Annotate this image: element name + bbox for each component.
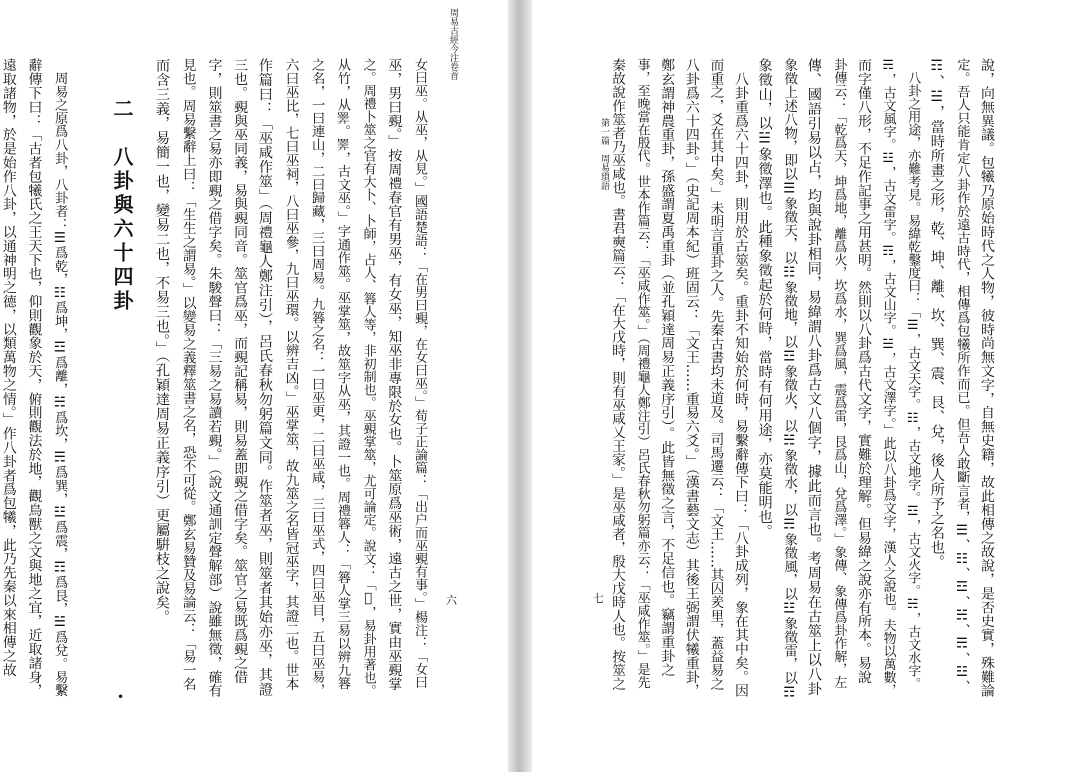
text-column: 見也。周易繫辭上曰：「生生之謂易。」以變易之義釋筮書之名，恐不可從。鄭玄易贊及易論云：「易一名 xyxy=(179,58,196,691)
text-column: 傳、國語引易以占，均與說卦相同，易緯謂八卦爲古文八個字，據此而言也。考周易在古筮上以八卦 xyxy=(805,58,822,696)
text-column: 六曰巫比，七曰巫祠，八曰巫參，九曰巫環。以辨吉凶。」巫掌筮，故九筮之名皆冠巫字，其證二也。世本 xyxy=(282,58,299,691)
left-page xyxy=(0,0,508,772)
text-column: 象徵山，以☱象徵澤也。此種象徵起於何時，當時有何用途，亦莫能明也。 xyxy=(756,58,773,539)
text-column: 而含三義，易簡一也，變易二也，不易三也。」（孔穎達周易正義序引）更屬騈枝之說矣。 xyxy=(154,58,170,624)
section-heading: 二 八卦與六十四卦 xyxy=(110,98,134,314)
text-column: 之名，一曰連山，二曰歸藏，三曰周易。九簭之名：一曰巫更，二曰巫咸，三曰巫式，四曰巫目，五曰巫易， xyxy=(309,58,325,697)
text-column: ☴，古文風字。☳，古文雷字。☶，古文山字。☱，古文澤字。」此以八卦爲文字，漢人之說也。夫物以萬數， xyxy=(880,58,896,697)
text-column: 巫，男曰覡。」按周禮春官有男巫，有女巫，知巫非專限於女也。卜筮原爲巫術，遠古之世，實由巫覡掌 xyxy=(385,58,402,691)
text-column: 辭傳下曰：「古者包犧氏之王天下也，仰則觀象於天，俯則觀法於地，觀鳥獸之文與地之宜，近取諸身， xyxy=(25,58,42,698)
text-column: 周易之原爲八卦，八卦者：☰爲乾，☷爲坤，☲爲離，☵爲坎，☴爲巽，☳爲震，☶爲艮，☱爲兌。易繫 xyxy=(52,58,68,697)
text-column: 說，向無異議。包犧乃原始時代之人物，彼時尚無文字，自無史籍，故此相傳之故說，是否史實，殊難論 xyxy=(978,58,994,698)
text-column: 秦故說作筮者乃巫咸也。書君奭篇云：「在大戊時，則有巫咸乂王家。」是巫咸者，殷大戊時人也。按筮之 xyxy=(609,58,625,691)
left-running-head: 周易古經今注卷首 xyxy=(448,8,458,80)
text-column: 三也。覡與巫同義，易與覡同音。筮官爲巫，而覡記稱易，則易蓋即覡之借字矣。筮官之易既爲覡之借 xyxy=(231,58,248,684)
text-column: 八卦之用途，亦難考見。易緯乾鑿度曰：「☰，古文天字。☷，古文地字。☲，古文火字。☵，古文水字。 xyxy=(905,58,921,690)
text-column: 卦傳云：「乾爲天，坤爲地，離爲火，坎爲水，巽爲風，震爲雷，艮爲山，兌爲澤。」象傳、象傳爲卦作解，左 xyxy=(831,58,847,689)
left-page-number: 六 xyxy=(446,594,457,607)
text-column: 鄭玄謂神農重卦，孫盛謂夏禹重卦（並孔穎達周易正義序引）。此皆無徵之言，不足信也。竊謂重卦之 xyxy=(658,58,675,677)
text-column: 遠取諸物，於是始作八卦，以通神明之德，以類萬物之情。」作八卦者爲包犧，此乃先秦以來相傳之故 xyxy=(0,58,16,677)
text-column: 而重之，爻在其中矣。」未明言重卦之人。先秦古書均未道及。司馬遷云：「文王……其囚羑里，蓋益易之 xyxy=(707,58,724,691)
text-column: 而字僅八形，不足作記事之用甚明。然則以八卦爲古代文字，實難於理解。但易緯之說亦有所本。易說 xyxy=(855,58,871,684)
right-page-number: 七 xyxy=(593,592,604,605)
text-column: 之。周禮卜筮之官有大卜、卜師，占人、簭人等，非初制也。巫覡掌筮，尤可論定。說文：「𥮵，易卦用著也。 xyxy=(360,58,376,697)
text-column: 女曰巫。从巫，从見。」國語楚語：「在男曰覡，在女曰巫。」荀子正論篇：「出户而巫覡有事。」楊注：「女曰 xyxy=(412,58,427,689)
right-page xyxy=(532,0,1072,772)
text-column: 象徵上述八物，即以☰象徵天，以☷象徵地，以☲象徵火，以☵象徵水，以☴象徵風，以☳象徵雷，以☶ xyxy=(781,58,798,701)
text-column: 定。吾人只能肯定八卦作於遠古時代，相傳爲包犧所作而已。但吾人敢斷言者，☰、☷、☲、☵、☴、☳、 xyxy=(954,58,970,694)
text-column: 从竹，从𢍰。𢍰，古文巫。」字通作筮。巫掌筮，故筮字从巫，其證一也。周禮簭人：「簭人掌三易以辨九簭 xyxy=(334,58,350,690)
text-column: 八卦爲六十四卦。」（史記周本紀）班固云：「文王……重易六爻。」（漢書藝文志）其後王弼謂伏犧重卦， xyxy=(682,58,699,698)
book-gutter xyxy=(508,0,532,772)
text-column: 字，則筮書之易亦即覡之借字矣。朱駿聲曰：「三易之易讀若覡。」（說文通訓定聲解部）說雖無徵，確有 xyxy=(205,58,222,698)
text-column: ☶、☱，當時所畫之形，乾、坤、離、坎、巽、震、艮、兌，後人所予之名也。 xyxy=(928,58,945,570)
text-column: 事，至晚當在殷代。世本作篇云：「巫咸作筮。」（周禮龜人鄭注引）呂氏春秋勿躬篇亦云：「巫咸作筮。」是先 xyxy=(634,58,650,689)
text-column: 作篇曰：「巫咸作筮」（周禮龜人鄭注引），呂氏春秋勿躬篇文同。作筮者巫，則筮者其始亦巫，其證 xyxy=(256,58,273,697)
right-running-head: 第一篇 周易瑣語 xyxy=(599,118,609,190)
text-column: 八卦重爲六十四卦，則用於古筮矣。重卦不知始於何時，易繫辭傳下曰：「八卦成列，象在其中矣。因 xyxy=(732,58,748,698)
margin-mark: • xyxy=(117,690,125,704)
